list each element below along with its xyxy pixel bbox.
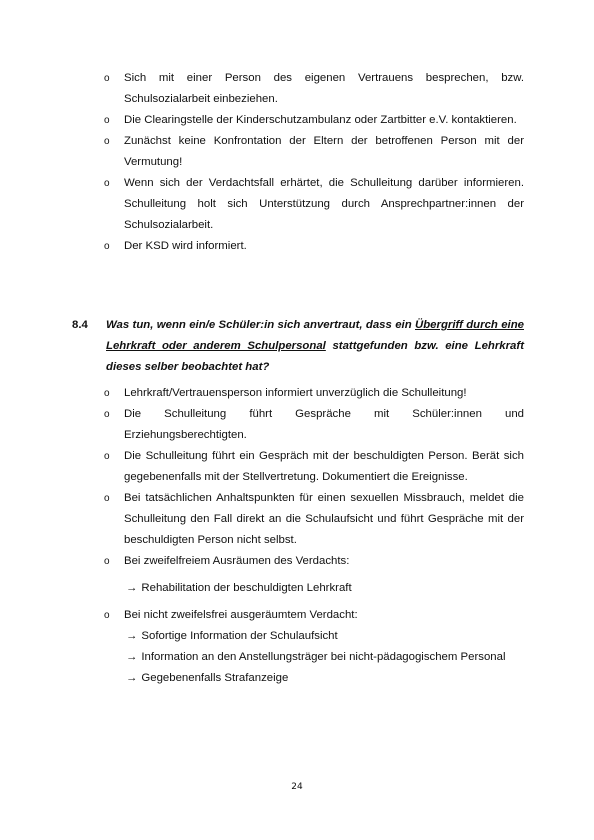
not-cleared-sub-item: → Information an den Anstellungsträger bei nicht-pädagogischem Personal: [126, 651, 506, 663]
arrow-right-icon: →: [126, 672, 138, 684]
section-title-underlined: Übergriff durch eine Lehrkraft oder anderem Schulpersonal: [106, 319, 524, 352]
list-item: o Wenn sich der Verdachtsfall erhärtet, die Schulleitung darüber informieren. Schulleitung holt sich Unterstützung durch Ansprechpartner:innen der Schulsozialarbeit.: [0, 173, 594, 236]
not-cleared-sub-item: → Sofortige Information der Schulaufsicht: [126, 630, 338, 642]
arrow-right-icon: →: [126, 651, 138, 663]
bullet-marker: o: [104, 493, 110, 504]
list-item: o Bei nicht zweifelsfrei ausgeräumtem Verdacht:: [0, 605, 594, 626]
bullet-marker: o: [104, 73, 110, 84]
bottom-section: [0, 383, 594, 689]
list-item: o Lehrkraft/Vertrauensperson informiert unverzüglich die Schulleitung!: [0, 383, 594, 404]
section-title: Was tun, wenn ein/e Schüler:in sich anvertraut, dass ein Übergriff durch eine Lehrkraft oder anderem Schulpersonal stattgefunden bzw. eine Lehrkraft dieses selber beobachtet hat?: [106, 319, 524, 373]
list-item: o Bei zweifelfreiem Ausräumen des Verdachts:: [0, 551, 594, 572]
list-item: o Bei tatsächlichen Anhaltspunkten für einen sexuellen Missbrauch, meldet die Schulleitung den Fall direkt an die Schulaufsicht und führt Gespräche mit der beschuldigten Person nicht selbst.: [0, 488, 594, 551]
arrow-right-icon: →: [126, 630, 138, 642]
section-heading: [0, 315, 594, 378]
bullet-marker: o: [104, 556, 110, 567]
list-item: o Zunächst keine Konfrontation der Eltern der betroffenen Person mit der Vermutung!: [0, 131, 594, 173]
bullet-marker: o: [104, 115, 110, 126]
section-number: 8.4: [72, 319, 88, 331]
not-cleared-list: [0, 605, 594, 626]
list-item: o Die Clearingstelle der Kinderschutzambulanz oder Zartbitter e.V. kontaktieren.: [0, 110, 594, 131]
not-cleared-sub-item: → Gegebenenfalls Strafanzeige: [126, 672, 289, 684]
list-item: o Der KSD wird informiert.: [0, 236, 594, 257]
bullet-marker: o: [104, 388, 110, 399]
bullet-marker: o: [104, 610, 110, 621]
bullet-marker: o: [104, 136, 110, 147]
bullet-marker: o: [104, 451, 110, 462]
bullet-marker: o: [104, 178, 110, 189]
cleared-sub-item: → Rehabilitation der beschuldigten Lehrkraft: [126, 582, 352, 594]
top-bullet-list: [0, 68, 594, 257]
list-item: o Die Schulleitung führt Gespräche mit Schüler:innen und Erziehungsberechtigten.: [0, 404, 594, 446]
bullet-marker: o: [104, 409, 110, 420]
page-number: 24: [291, 782, 303, 792]
arrow-right-icon: →: [126, 582, 138, 594]
list-item: o Die Schulleitung führt ein Gespräch mit der beschuldigten Person. Berät sich gegebenenfalls mit der Stellvertretung. Dokumentiert die Ereignisse.: [0, 446, 594, 488]
bottom-bullet-list: [0, 383, 594, 572]
bullet-marker: o: [104, 241, 110, 252]
list-item: o Sich mit einer Person des eigenen Vertrauens besprechen, bzw. Schulsozialarbeit einbeziehen.: [0, 68, 594, 110]
